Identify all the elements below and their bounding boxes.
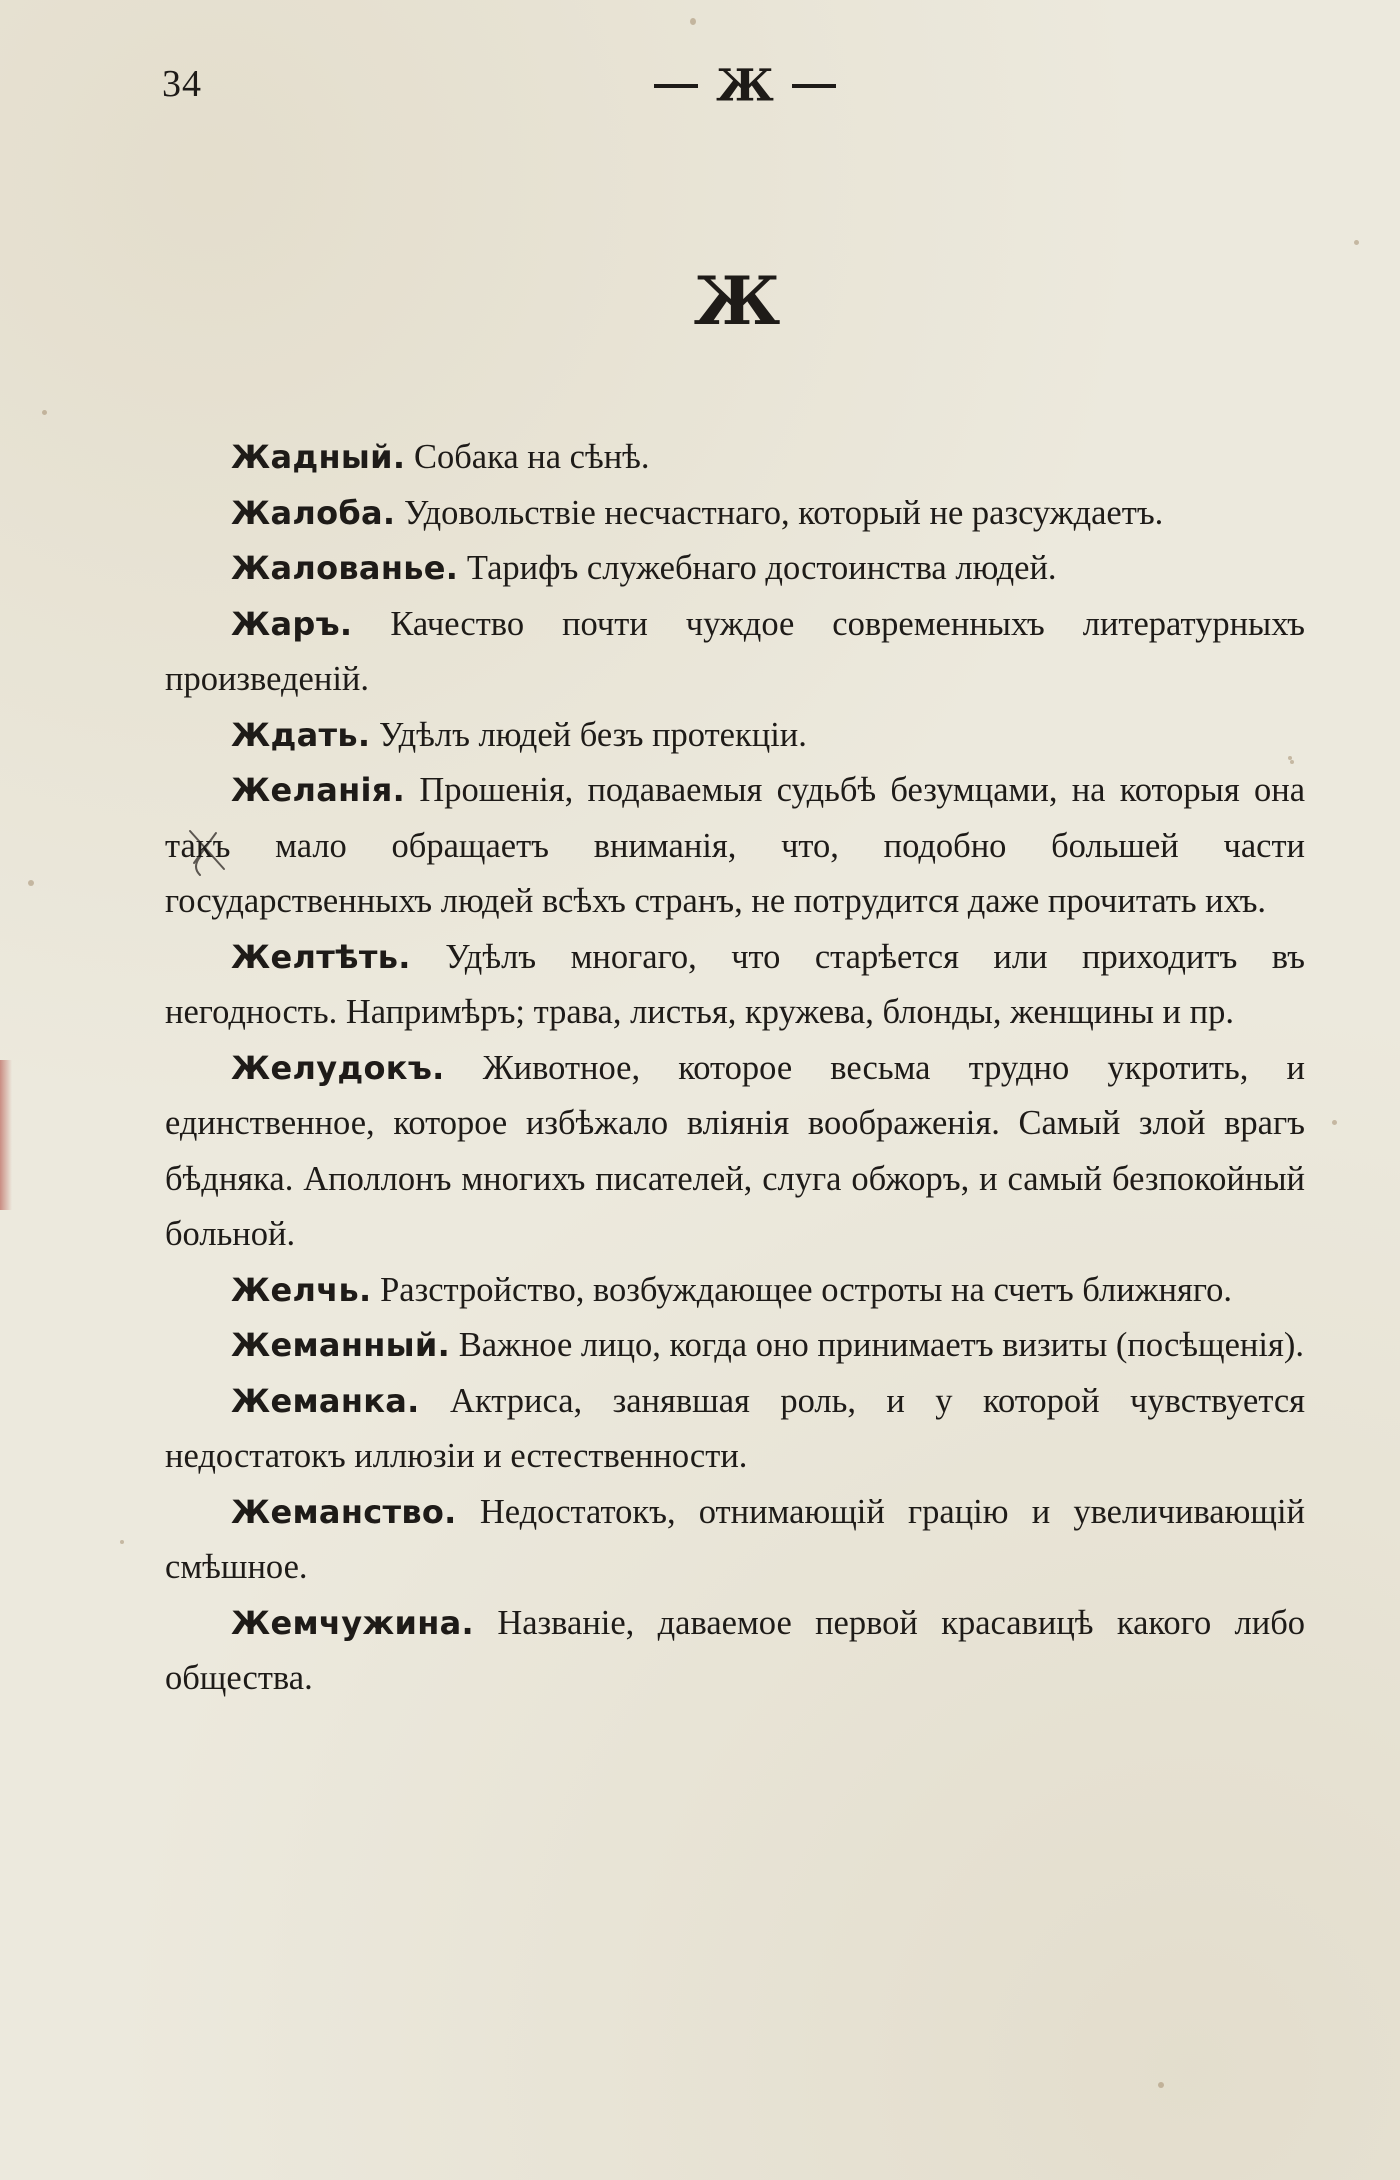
entry-definition: Разстройство, возбуждающее остроты на счетъ ближняго. — [380, 1270, 1232, 1309]
entry — [165, 930, 1305, 1041]
entry-definition: Недостатокъ, отнимающій грацію и увеличивающій смѣшное. — [165, 1492, 1305, 1586]
paper-speck — [120, 1540, 124, 1544]
paper-speck — [1332, 1120, 1337, 1125]
entry-term: Жалоба. — [231, 493, 396, 532]
entry-term: Желудокъ. — [231, 1048, 445, 1087]
entry-definition: Прошенія, подаваемыя судьбѣ безумцами, на которыя она такъ мало обращаетъ вниманія, что, подобно большей части государственныхъ людей всѣхъ странъ, не потрудится даже прочитать ихъ. — [165, 771, 1306, 920]
page-number: 34 — [162, 63, 202, 105]
entry — [165, 1318, 1305, 1374]
entry-definition: Тарифъ служебнаго достоинства людей. — [466, 549, 1057, 587]
entry-term: Желчь. — [231, 1270, 372, 1309]
entry-definition: Актриса, занявшая роль, и у которой чувствуется недостатокъ иллюзіи и естественности. — [165, 1381, 1305, 1475]
entry-definition: Удѣлъ многаго, что старѣется или приходитъ въ негодность. Напримѣръ; трава, листья, кружева, блонды, женщины и пр. — [165, 937, 1305, 1031]
entry-term: Ждать. — [231, 715, 371, 754]
entry-definition: Собака на сѣнѣ. — [413, 438, 650, 476]
entry-term: Жеманство. — [231, 1492, 457, 1531]
section-letter: Ж — [693, 262, 781, 340]
entry — [165, 1374, 1305, 1485]
edge-stain — [0, 1060, 12, 1210]
entry-definition: Удѣлъ людей безъ протекціи. — [378, 715, 807, 754]
paper-speck — [1158, 2082, 1164, 2088]
entry-term: Желтѣть. — [231, 937, 411, 976]
running-head-dash-left — [654, 84, 698, 88]
entry-definition: Важное лицо, когда оно принимаетъ визиты (посѣщенія). — [458, 1326, 1304, 1364]
entry — [165, 1485, 1305, 1596]
entry-definition: Названіе, даваемое первой красавицѣ какого либо общества. — [165, 1603, 1306, 1697]
entry — [165, 1041, 1305, 1263]
entry — [165, 1263, 1305, 1319]
entry-definition: Удовольствіе несчастнаго, который не разсуждаетъ. — [404, 493, 1164, 532]
entry-definition: Животное, которое весьма трудно укротить, и единственное, которое избѣжало вліянія воображенія. Самый злой врагъ бѣдняка. Аполлонъ многихъ писателей, слуга обжоръ, и самый безпокойный больной. — [165, 1048, 1305, 1253]
running-head — [0, 58, 1400, 111]
entry-term: Жаръ. — [231, 604, 353, 643]
entry-definition: Качество почти чуждое современныхъ литературныхъ произведеній. — [165, 604, 1306, 698]
entry-term: Желанія. — [231, 771, 406, 809]
entry — [165, 430, 1305, 486]
entry — [165, 1596, 1305, 1707]
paper-speck — [28, 880, 34, 886]
entry-term: Жалованье. — [231, 549, 459, 587]
paper-speck — [42, 410, 47, 415]
paper-speck — [690, 18, 696, 25]
entry — [165, 486, 1305, 542]
entry — [165, 708, 1305, 764]
entry — [165, 597, 1305, 708]
entry-term: Жеманка. — [231, 1381, 420, 1420]
entry — [165, 541, 1305, 597]
entry — [165, 763, 1305, 930]
entry-term: Жадный. — [231, 438, 406, 476]
entries-list — [165, 430, 1305, 1707]
paper-speck — [1354, 240, 1359, 245]
running-head-letter: Ж — [716, 60, 774, 112]
running-head-dash-right — [792, 84, 836, 88]
entry-term: Жемчужина. — [231, 1603, 474, 1642]
entry-term: Жеманный. — [231, 1326, 451, 1364]
